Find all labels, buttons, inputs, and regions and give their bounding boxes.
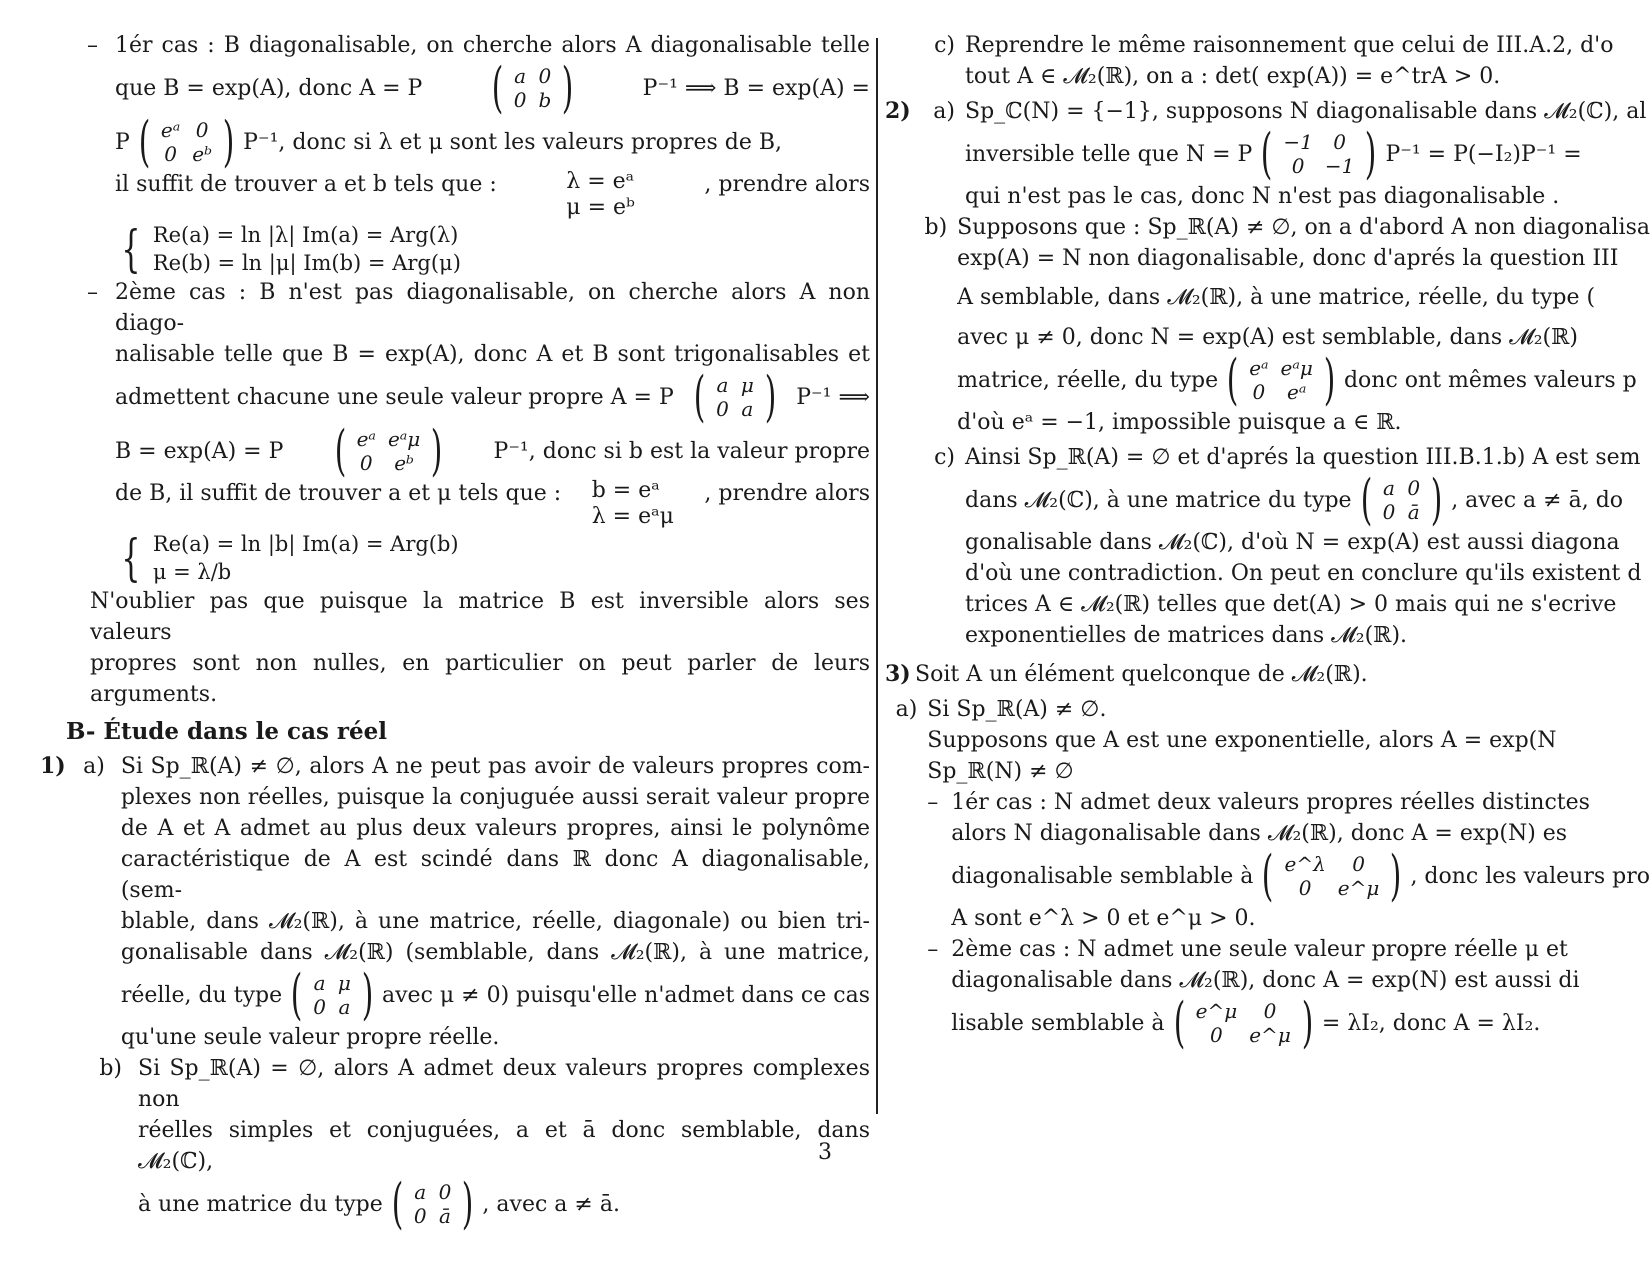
- matrix-cell: 0: [1263, 999, 1277, 1023]
- sub-label: b): [924, 215, 948, 240]
- equation: μ = λ/b: [152, 560, 232, 584]
- matrix-cell: μ: [337, 971, 351, 995]
- matrix-cell: a: [338, 995, 351, 1019]
- text-line: d'où eᵃ = −1, impossible puisque a ∈ ℝ.: [957, 410, 1402, 435]
- text-fragment: il suffit de trouver a et b tels que :: [115, 172, 497, 197]
- text-line: 2ème cas : B n'est pas diagonalisable, on cherche alors A non diago-: [115, 280, 870, 336]
- bullet-dash: –: [927, 937, 939, 962]
- sub-case-1: [927, 787, 1650, 934]
- condition-stack: [592, 478, 674, 530]
- text-fragment: avec μ ≠ 0) puisqu'elle n'admet dans ce cas: [382, 982, 870, 1008]
- text-line: Ainsi Sp_ℝ(A) = ∅ et d'aprés la question III.B.1.b) A est sem: [965, 445, 1641, 470]
- matrix: ( a μ 0 a ): [290, 963, 374, 1026]
- text-line: A sont e^λ > 0 et e^μ > 0.: [951, 906, 1256, 931]
- matrix-cell: 0: [359, 451, 373, 475]
- matrix-cell: a: [716, 373, 729, 397]
- matrix-cell: e^λ: [1284, 852, 1326, 876]
- matrix-cell: e^μ: [1337, 876, 1380, 900]
- text-line: gonalisable dans 𝓜₂(ℝ) (semblable, dans 𝓜₂(ℝ), à une matrice,: [120, 940, 870, 965]
- text-line: 2ème cas : N admet une seule valeur propre réelle μ et: [951, 937, 1568, 962]
- matrix-cell: 0: [1298, 876, 1312, 900]
- text-line: alors N diagonalisable dans 𝓜₂(ℝ), donc A = exp(N) es: [951, 821, 1568, 846]
- matrix-cell: −1: [1324, 154, 1355, 178]
- text-line: Soit A un élément quelconque de 𝓜₂(ℝ).: [915, 662, 1368, 687]
- matrix-cell: a: [514, 64, 527, 88]
- item-2c: [885, 442, 1650, 651]
- text-fragment: P⁻¹ = P(−I₂)P⁻¹ =: [1385, 141, 1582, 167]
- text-line: tout A ∈ 𝓜₂(ℝ), on a : det( exp(A)) = e^trA > 0.: [965, 64, 1501, 89]
- text-fragment: , avec a ≠ ā.: [482, 1191, 620, 1217]
- matrix-cell: 0: [164, 142, 177, 166]
- sub-label: a): [895, 697, 918, 722]
- text-fragment: P⁻¹, donc si b est la valeur propre: [493, 438, 870, 464]
- condition: μ = eᵇ: [566, 195, 635, 220]
- text-line: A semblable, dans 𝓜₂(ℝ), à une matrice, réelle, du type (: [957, 285, 1596, 310]
- matrix-cell: ā: [1407, 500, 1420, 524]
- sub-label: c): [934, 445, 955, 470]
- text-line: Si Sp_ℝ(A) ≠ ∅, alors A ne peut pas avoir de valeurs propres com-: [120, 754, 870, 779]
- matrix-cell: eᵃμ: [1280, 356, 1313, 380]
- text-fragment: = λI₂, donc A = λI₂.: [1321, 1010, 1541, 1036]
- matrix-cell: eᵃ: [356, 427, 376, 451]
- text-fragment: P⁻¹ ⟹: [796, 384, 870, 410]
- text-line: [115, 419, 870, 482]
- item-3a: [885, 694, 1650, 1050]
- text-line: gonalisable dans 𝓜₂(ℂ), d'où N = exp(A) est aussi diagona: [965, 530, 1620, 555]
- matrix-cell: a: [741, 397, 754, 421]
- sub-label: c): [934, 33, 955, 58]
- matrix-cell: a: [313, 971, 326, 995]
- bullet-dash: –: [927, 790, 939, 815]
- matrix-cell: 0: [1333, 130, 1346, 154]
- sub-case-2: [927, 934, 1650, 1050]
- text-line: trices A ∈ 𝓜₂(ℝ) telles que det(A) > 0 mais qui ne s'ecrive: [965, 592, 1617, 617]
- text-line: exponentielles de matrices dans 𝓜₂(ℝ).: [965, 623, 1408, 648]
- text-line: [115, 365, 870, 428]
- text-line: de A et A admet au plus deux valeurs propres, ainsi le polynôme: [120, 816, 870, 841]
- matrix: ( eᵃ 0 0 eᵇ ): [138, 110, 235, 173]
- item-number: 3): [885, 661, 911, 687]
- matrix-cell: 0: [1210, 1023, 1223, 1047]
- text-fragment: , prendre alors: [704, 172, 870, 197]
- matrix: ( eᵃ eᵃμ 0 eᵃ ): [1226, 348, 1336, 411]
- text-line: [120, 963, 870, 1026]
- text-fragment: de B, il suffit de trouver a et μ tels que :: [115, 481, 562, 506]
- system-of-equations: { Re(a) = ln |λ| Im(a) = Arg(λ) Re(b) = ln |μ| Im(b) = Arg(μ): [121, 220, 461, 278]
- sub-label: a): [83, 754, 105, 779]
- matrix-cell: eᵇ: [192, 142, 213, 166]
- text-line: plexes non réelles, puisque la conjuguée aussi serait valeur propre: [120, 785, 870, 810]
- case-2: [40, 277, 870, 586]
- matrix-cell: 0: [1291, 154, 1305, 178]
- text-line: Sp_ℂ(N) = {−1}, supposons N diagonalisable dans 𝓜₂(ℂ), al: [965, 99, 1647, 124]
- text-line: [951, 991, 1650, 1050]
- item-number: 2): [885, 98, 911, 124]
- matrix-cell: eᵃ: [1287, 380, 1307, 404]
- matrix-cell: 0: [1382, 500, 1396, 524]
- text-line: [115, 56, 870, 119]
- text-line: d'où une contradiction. On peut en conclure qu'ils existent d: [965, 561, 1642, 586]
- matrix-cell: 0: [538, 64, 552, 88]
- matrix-cell: e^μ: [1195, 999, 1238, 1023]
- text-line: 1ér cas : N admet deux valeurs propres réelles distinctes: [951, 790, 1590, 815]
- matrix: ( a μ 0 a ): [693, 365, 777, 428]
- page-number: 3: [818, 1140, 832, 1165]
- text-line: [965, 468, 1641, 531]
- text-line: Supposons que : Sp_ℝ(A) ≠ ∅, on a d'abord A non diagonalisa: [957, 215, 1650, 240]
- text-line: Supposons que A est une exponentielle, alors A = exp(N: [927, 728, 1557, 753]
- text-line: [957, 348, 1650, 411]
- equation: Re(a) = ln |λ| Im(a) = Arg(λ): [152, 223, 459, 247]
- matrix-cell: 0: [438, 1180, 452, 1204]
- text-line: Si Sp_ℝ(A) ≠ ∅.: [927, 697, 1107, 722]
- equation: Re(a) = ln |b| Im(a) = Arg(b): [152, 532, 459, 556]
- text-line: avec μ ≠ 0, donc N = exp(A) est semblable, dans 𝓜₂(ℝ): [957, 325, 1579, 350]
- sub-label: a): [933, 99, 955, 124]
- text-fragment: P⁻¹ ⟹ B = exp(A) =: [642, 75, 870, 101]
- case-1: [40, 30, 870, 277]
- matrix: ( a 0 0 ā ): [391, 1172, 474, 1235]
- matrix-cell: 0: [413, 1204, 427, 1228]
- note: [40, 586, 870, 710]
- matrix-cell: 0: [195, 118, 209, 142]
- matrix-cell: 0: [1407, 476, 1421, 500]
- item-2a: [885, 96, 1650, 212]
- matrix-cell: e^μ: [1249, 1023, 1291, 1047]
- matrix-cell: b: [538, 88, 552, 112]
- text-line: qui n'est pas le cas, donc N n'est pas diagonalisable .: [965, 184, 1560, 209]
- condition: λ = eᵃ: [566, 169, 635, 194]
- text-fragment: , prendre alors: [704, 481, 870, 506]
- text-line: 1ér cas : B diagonalisable, on cherche alors A diagonalisable telle: [115, 33, 870, 58]
- text-fragment: admettent chacune une seule valeur propre A = P: [115, 384, 674, 410]
- matrix-cell: 0: [1352, 852, 1365, 876]
- matrix-cell: eᵃ: [160, 118, 181, 142]
- matrix-cell: eᵃ: [1249, 356, 1269, 380]
- right-column: [885, 30, 1650, 1050]
- text-line: [115, 110, 870, 173]
- matrix-cell: a: [1383, 476, 1395, 500]
- system-of-equations: { Re(a) = ln |b| Im(a) = Arg(b) μ = λ/b: [121, 529, 459, 587]
- text-line: nalisable telle que B = exp(A), donc A et B sont trigonalisables et: [115, 342, 870, 367]
- text-fragment: réelle, du type: [120, 982, 283, 1008]
- matrix: ( e^λ 0 0 e^μ ): [1262, 844, 1402, 907]
- text-line: [951, 844, 1650, 907]
- paragraph: [115, 751, 870, 1053]
- text-fragment: , donc les valeurs pro: [1410, 863, 1650, 889]
- text-fragment: P⁻¹, donc si λ et μ sont les valeurs propres de B,: [243, 129, 783, 155]
- matrix-cell: a: [414, 1180, 427, 1204]
- text-fragment: , avec a ≠ ā, do: [1451, 487, 1624, 513]
- text-fragment: lisable semblable à: [951, 1010, 1165, 1036]
- text-fragment: que B = exp(A), donc A = P: [115, 75, 423, 101]
- matrix: ( −1 0 0 −1 ): [1261, 122, 1377, 185]
- condition: λ = eᵃμ: [591, 504, 674, 529]
- matrix-cell: eᵃμ: [387, 427, 421, 451]
- text-line: Si Sp_ℝ(A) = ∅, alors A admet deux valeurs propres complexes non: [138, 1056, 870, 1112]
- text-line: [115, 169, 870, 221]
- text-fragment: B = exp(A) = P: [115, 438, 284, 464]
- section-heading: B- Étude dans le cas réel: [66, 718, 388, 745]
- matrix: ( e^μ 0 0 e^μ ): [1173, 991, 1314, 1050]
- item-3: [885, 659, 1650, 690]
- matrix-cell: μ: [740, 373, 754, 397]
- bullet-dash: –: [87, 280, 98, 305]
- text-line: [138, 1172, 870, 1235]
- column-divider: [876, 38, 878, 1114]
- matrix-cell: ā: [439, 1204, 451, 1228]
- text-line: blable, dans 𝓜₂(ℝ), à une matrice, réelle, diagonale) ou bien tri-: [120, 909, 870, 934]
- matrix-cell: 0: [716, 397, 729, 421]
- text-line: [115, 478, 870, 530]
- text-line: caractéristique de A est scindé dans ℝ donc A diagonalisable, (sem-: [120, 847, 870, 903]
- text-line: qu'une seule valeur propre réelle.: [120, 1025, 500, 1050]
- text-line: N'oublier pas que puisque la matrice B est inversible alors ses valeurs: [90, 589, 870, 645]
- matrix: ( eᵃ eᵃμ 0 eᵇ ): [334, 419, 443, 482]
- sub-label: b): [99, 1056, 122, 1081]
- text-line: [965, 122, 1646, 185]
- text-fragment: matrice, réelle, du type: [957, 367, 1219, 393]
- matrix: ( a 0 0 b ): [491, 56, 574, 119]
- item-c: [885, 30, 1650, 92]
- item-2b: [885, 212, 1650, 438]
- text-line: réelles simples et conjuguées, a et ā donc semblable, dans 𝓜₂(ℂ),: [138, 1118, 870, 1174]
- text-fragment: à une matrice du type: [138, 1191, 383, 1217]
- text-fragment: inversible telle que N = P: [965, 141, 1253, 167]
- text-line: Reprendre le même raisonnement que celui de III.A.2, d'o: [965, 33, 1614, 58]
- text-line: diagonalisable dans 𝓜₂(ℝ), donc A = exp(N) est aussi di: [951, 968, 1580, 993]
- matrix-cell: 0: [1252, 380, 1266, 404]
- text-line: Sp_ℝ(N) ≠ ∅: [927, 759, 1074, 784]
- text-fragment: dans 𝓜₂(ℂ), à une matrice du type: [965, 487, 1352, 513]
- condition-stack: [566, 169, 635, 221]
- condition: b = eᵃ: [591, 478, 660, 503]
- bullet-dash: –: [87, 33, 98, 58]
- matrix-cell: 0: [513, 88, 527, 112]
- matrix-cell: 0: [313, 995, 326, 1019]
- item-number: 1): [40, 753, 66, 779]
- matrix-cell: eᵇ: [394, 451, 415, 475]
- matrix: ( a 0 0 ā ): [1360, 468, 1443, 531]
- text-line: exp(A) = N non diagonalisable, donc d'aprés la question III: [957, 246, 1619, 271]
- text-fragment: P: [115, 129, 130, 155]
- equation: Re(b) = ln |μ| Im(b) = Arg(μ): [152, 251, 461, 275]
- text-fragment: diagonalisable semblable à: [951, 863, 1254, 889]
- matrix-cell: −1: [1283, 130, 1313, 154]
- text-fragment: donc ont mêmes valeurs p: [1343, 367, 1637, 393]
- text-line: propres sont non nulles, en particulier on peut parler de leurs arguments.: [90, 651, 870, 707]
- left-column: [40, 30, 870, 1235]
